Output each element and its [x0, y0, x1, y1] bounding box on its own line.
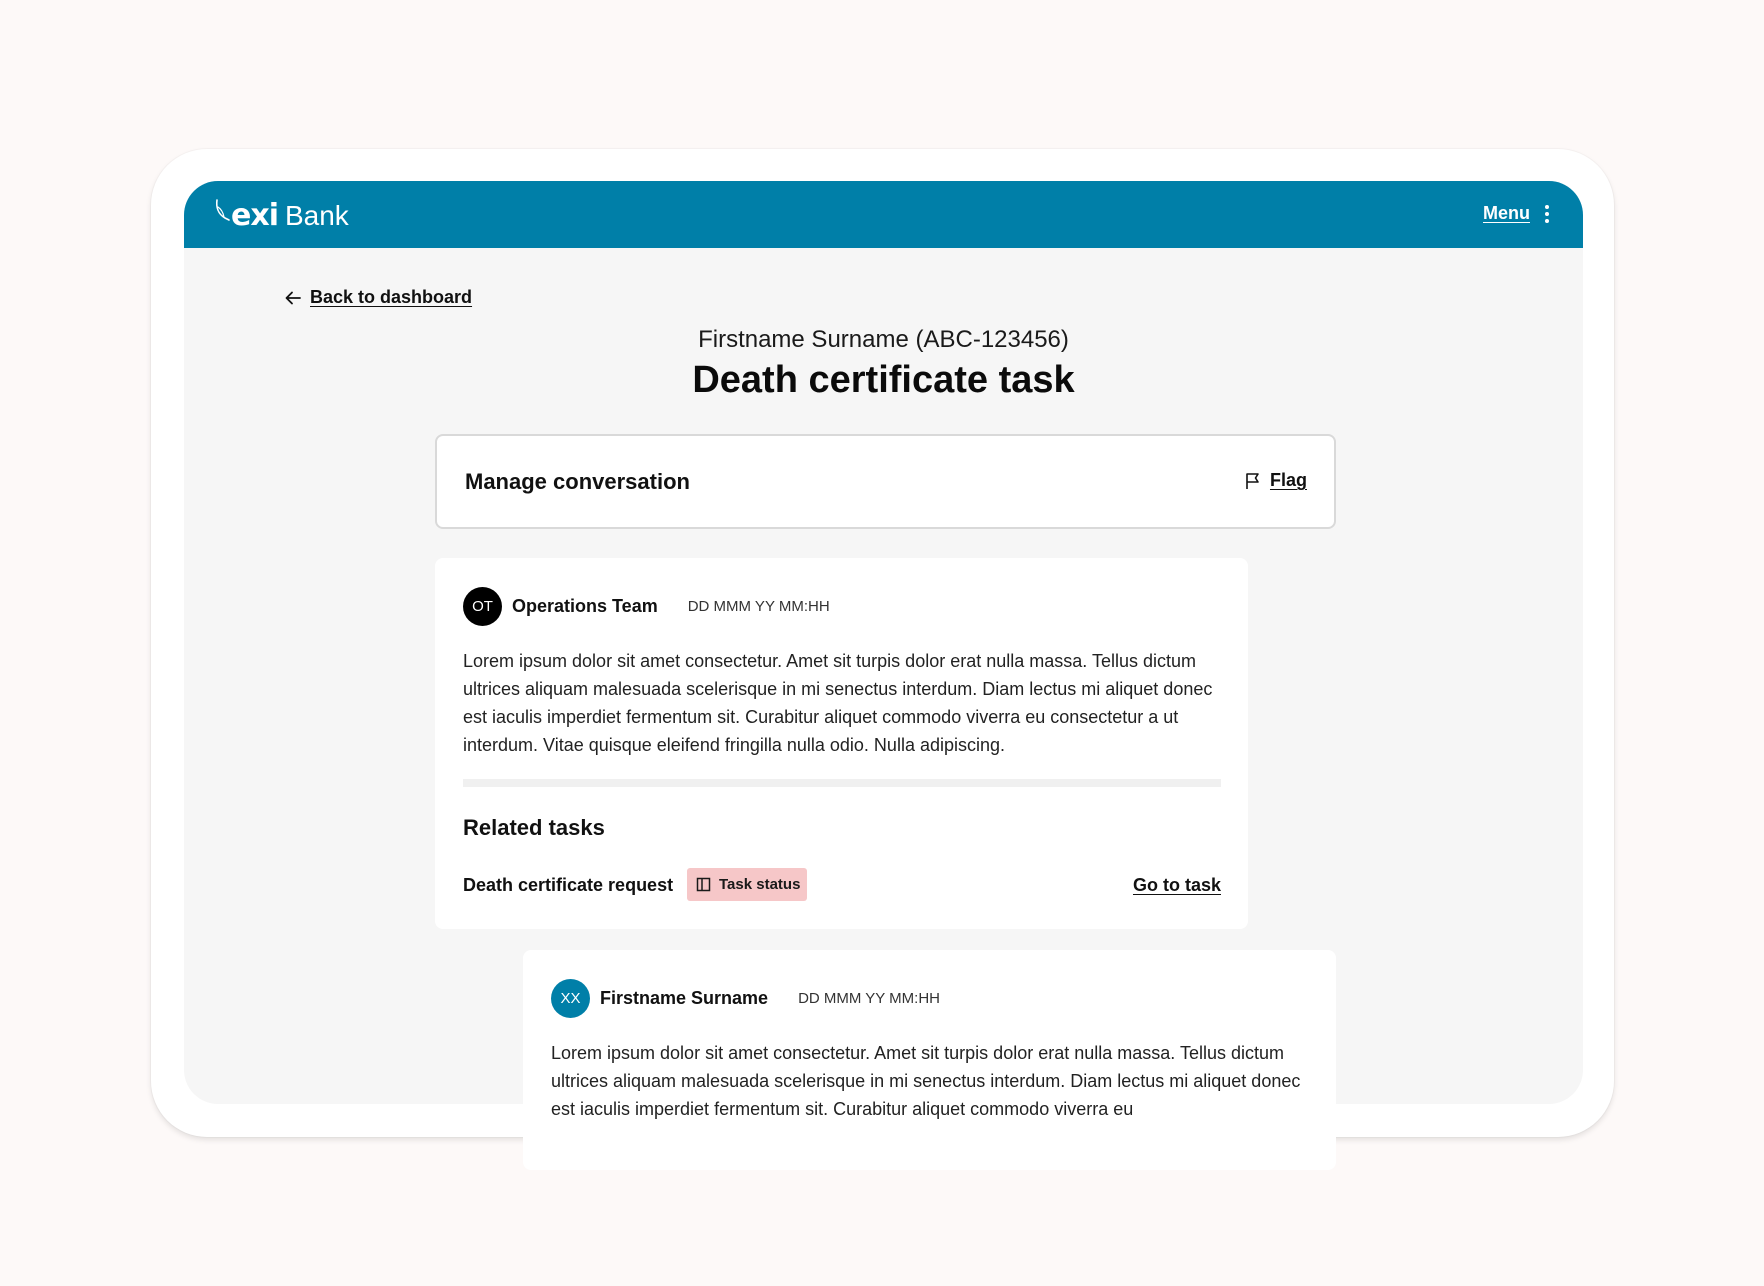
message-body: Lorem ipsum dolor sit amet consectetur. Amet sit turpis dolor erat nulla massa. Tellus dictum ultrices aliquam malesuada scelerisque in mi senectus interdum. Diam lectus mi aliquet donec est iaculis imperdiet fermentum sit. Curabitur aliquet commodo viverra eu consectetur a ut interdum. Vitae quisque eleifend fringilla nulla odio. Nulla adipiscing.: [463, 651, 1213, 755]
flag-label[interactable]: Flag: [1269, 470, 1307, 490]
message-header: [551, 979, 940, 1018]
message-author: Operations Team: [512, 596, 658, 616]
flag-button[interactable]: [1244, 470, 1307, 491]
task-status-label: Task status: [719, 876, 801, 893]
back-link-label[interactable]: Back to dashboard: [310, 287, 473, 307]
avatar: OT: [463, 587, 502, 626]
customer-subtitle: Firstname Surname (ABC-123456): [698, 326, 1069, 353]
message-card: [435, 558, 1248, 929]
message-timestamp: DD MMM YY MM:HH: [687, 598, 830, 615]
logo-mark: exi: [231, 198, 278, 233]
message-timestamp: DD MMM YY MM:HH: [798, 990, 941, 1007]
page-title: Death certificate task: [692, 359, 1075, 401]
message-header: [463, 587, 830, 626]
exi-bank-logo[interactable]: [214, 197, 349, 231]
related-task-row: [463, 868, 1221, 902]
go-to-task-link[interactable]: Go to task: [1132, 875, 1221, 895]
status-icon: [696, 877, 711, 892]
related-task-name: Death certificate request: [463, 875, 674, 895]
message-author: Firstname Surname: [600, 988, 769, 1008]
leaf-icon: [214, 199, 230, 223]
logo-name: Bank: [284, 200, 349, 231]
manage-conversation-panel: [435, 434, 1336, 529]
top-bar: [184, 181, 1583, 248]
menu-label[interactable]: Menu: [1483, 203, 1530, 223]
kebab-icon[interactable]: [1544, 205, 1550, 223]
avatar: XX: [551, 979, 590, 1018]
message-body: Lorem ipsum dolor sit amet consectetur. Amet sit turpis dolor erat nulla massa. Tellus dictum ultrices aliquam malesuada scelerisque in mi senectus interdum. Diam lectus mi aliquet donec est iaculis imperdiet fermentum sit. Curabitur aliquet commodo viverra eu: [551, 1043, 1301, 1119]
task-status-badge: [687, 868, 807, 901]
menu-button[interactable]: [1483, 203, 1550, 224]
related-tasks-title: Related tasks: [463, 815, 605, 840]
divider: [463, 779, 1221, 787]
arrow-left-icon: [284, 289, 302, 307]
app-screen: [184, 181, 1583, 1119]
back-to-dashboard-link[interactable]: [284, 287, 472, 308]
flag-icon: [1244, 472, 1262, 490]
manage-conversation-title: Manage conversation: [465, 469, 690, 494]
message-card: [523, 950, 1336, 1170]
